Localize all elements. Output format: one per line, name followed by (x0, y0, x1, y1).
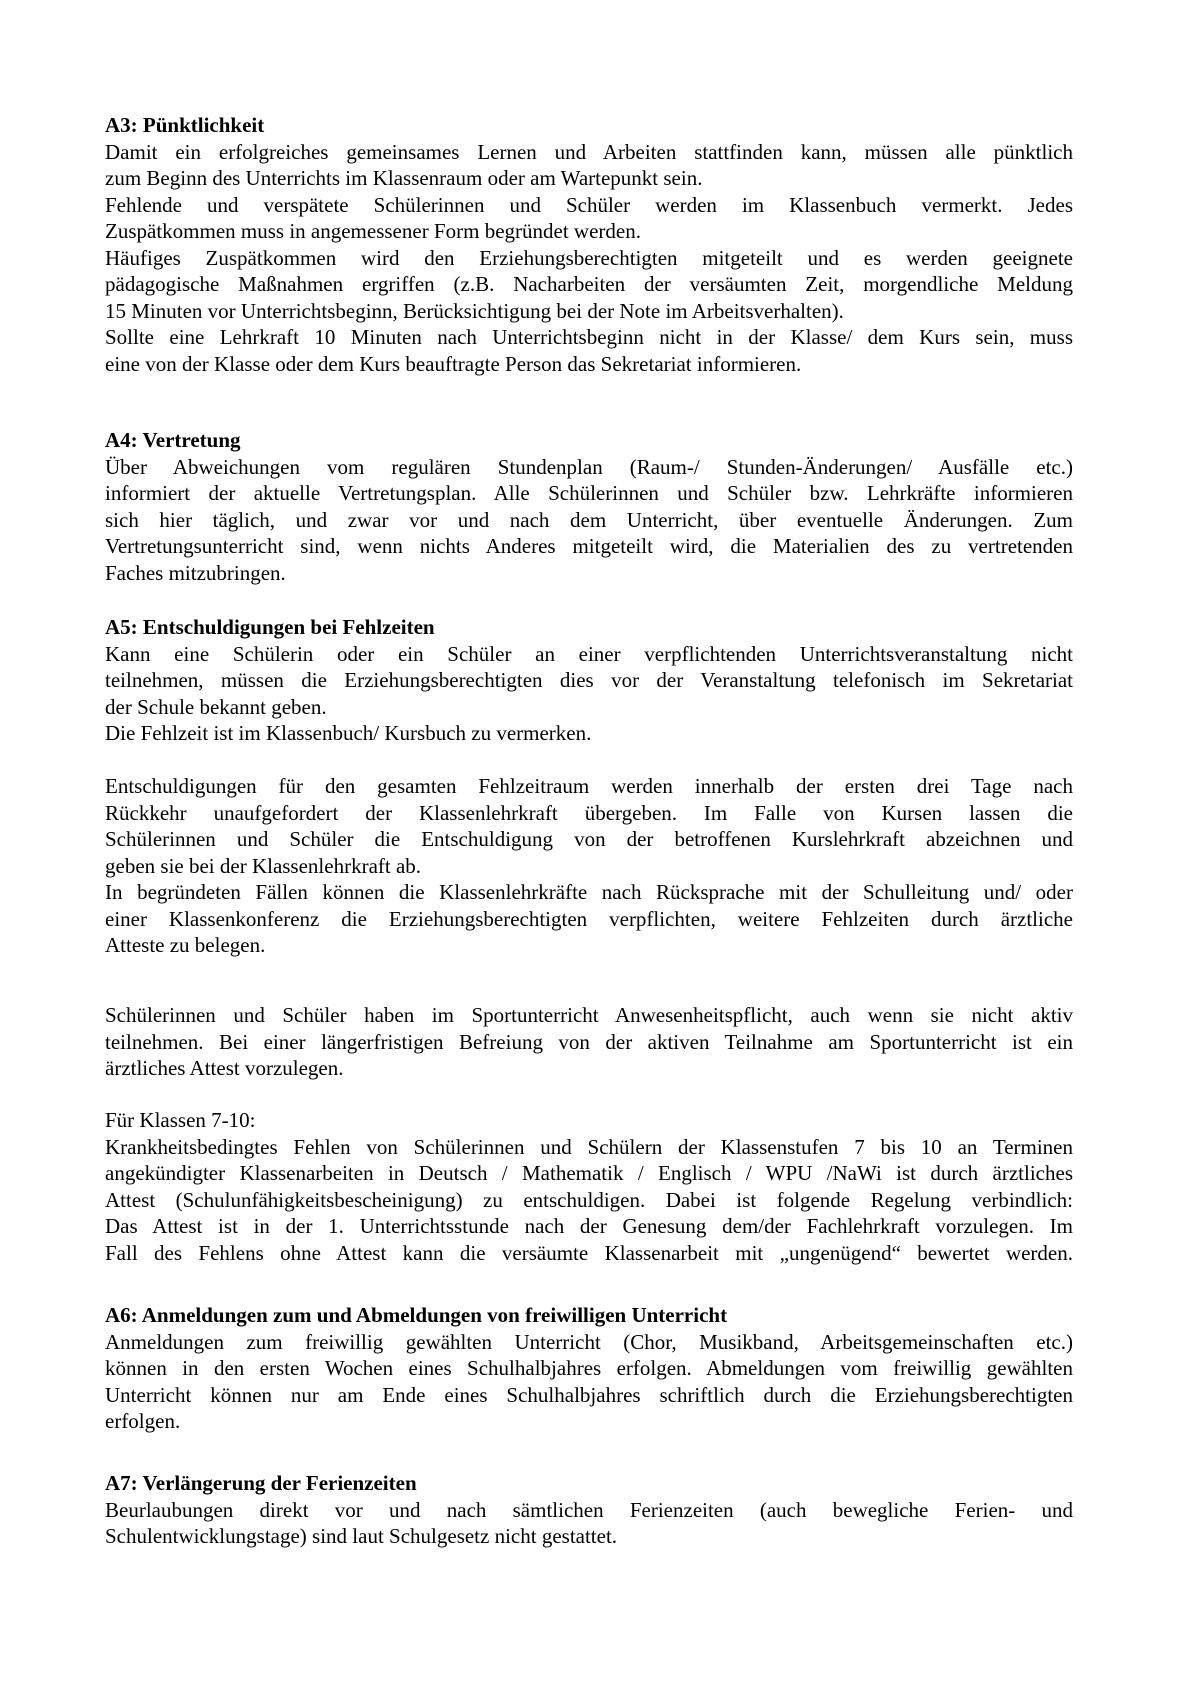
text-line: eine von der Klasse oder dem Kurs beauftragte Person das Sekretariat informieren. (105, 351, 802, 376)
section-heading: A3: Pünktlichkeit (105, 113, 265, 137)
paragraph (105, 454, 1073, 587)
text-line: Schulentwicklungstage) sind laut Schulgesetz nicht gestattet. (105, 1524, 618, 1548)
paragraph (105, 192, 1073, 245)
text-line: teilnehmen, müssen die Erziehungsberechtigten dies vor der Veranstaltung telefonisch im Sekretariat (105, 668, 1073, 692)
section-heading: A7: Verlängerung der Ferienzeiten (105, 1471, 417, 1495)
text-line: angekündigter Klassenarbeiten in Deutsch / Mathematik / Englisch / WPU /NaWi ist durch ärztliches (105, 1161, 1073, 1185)
text-line: In begründeten Fällen können die Klassenlehrkräfte nach Rücksprache mit der Schulleitung und/ oder (105, 880, 1073, 904)
section-heading: A4: Vertretung (105, 428, 241, 452)
paragraph (105, 1002, 1073, 1082)
section-heading: A5: Entschuldigungen bei Fehlzeiten (105, 615, 435, 639)
section-heading: A6: Anmeldungen zum und Abmeldungen von freiwilligen Unterricht (105, 1303, 728, 1327)
text-line: Sollte eine Lehrkraft 10 Minuten nach Unterrichtsbeginn nicht in der Klasse/ dem Kurs sein, muss (105, 325, 1073, 349)
paragraph (105, 720, 1073, 747)
paragraph (105, 1134, 1073, 1267)
text-line: Entschuldigungen für den gesamten Fehlzeitraum werden innerhalb der ersten drei Tage nach (105, 774, 1073, 798)
paragraph (105, 1107, 1073, 1134)
text-line: Schülerinnen und Schüler die Entschuldigung von der betroffenen Kurslehrkraft abzeichnen und (105, 827, 1073, 851)
text-line: informiert der aktuelle Vertretungsplan. Alle Schülerinnen und Schüler bzw. Lehrkräfte informieren (105, 481, 1073, 505)
text-line: Für Klassen 7-10: (105, 1108, 256, 1132)
text-line: Das Attest ist in der 1. Unterrichtsstunde nach der Genesung dem/der Fachlehrkraft vorzulegen. Im (105, 1214, 1073, 1238)
text-line: Anmeldungen zum freiwillig gewählten Unterricht (Chor, Musikband, Arbeitsgemeinschaften etc.) (105, 1329, 1073, 1354)
paragraph (105, 139, 1073, 192)
text-line: geben sie bei der Klassenlehrkraft ab. (105, 853, 422, 878)
text-line: ärztliches Attest vorzulegen. (105, 1056, 344, 1080)
text-line: Die Fehlzeit ist im Klassenbuch/ Kursbuch zu vermerken. (105, 721, 592, 745)
text-line: Krankheitsbedingtes Fehlen von Schülerinnen und Schülern der Klassenstufen 7 bis 10 an Terminen (105, 1134, 1073, 1159)
text-line: Attest (Schulunfähigkeitsbescheinigung) zu entschuldigen. Dabei ist folgende Regelung verbindlich: (105, 1187, 1073, 1212)
text-line: Kann eine Schülerin oder ein Schüler an einer verpflichtenden Unterrichtsveranstaltung nicht (105, 641, 1073, 666)
paragraph (105, 324, 1073, 377)
text-line: können in den ersten Wochen eines Schulhalbjahres erfolgen. Abmeldungen vom freiwillig gewählten (105, 1356, 1073, 1380)
text-line: Fall des Fehlens ohne Attest kann die versäumte Klassenarbeit mit „ungenügend“ bewertet werden. (105, 1240, 1073, 1265)
text-line: Faches mitzubringen. (105, 560, 286, 585)
text-line: Zuspätkommen muss in angemessener Form begründet werden. (105, 219, 641, 243)
paragraph (105, 1497, 1073, 1550)
text-line: Beurlaubungen direkt vor und nach sämtlichen Ferienzeiten (auch bewegliche Ferien- und (105, 1497, 1073, 1522)
text-line: pädagogische Maßnahmen ergriffen (z.B. Nacharbeiten der versäumten Zeit, morgendliche Meldung (105, 272, 1073, 296)
text-line: Rückkehr unaufgefordert der Klassenlehrkraft übergeben. Im Falle von Kursen lassen die (105, 800, 1073, 825)
text-line: der Schule bekannt geben. (105, 694, 327, 719)
paragraph (105, 641, 1073, 721)
text-line: Häufiges Zuspätkommen wird den Erziehungsberechtigten mitgeteilt und es werden geeignete (105, 245, 1073, 270)
paragraph (105, 1329, 1073, 1435)
text-line: erfolgen. (105, 1409, 181, 1433)
text-line: Fehlende und verspätete Schülerinnen und Schüler werden im Klassenbuch vermerkt. Jedes (105, 192, 1073, 217)
text-line: Schülerinnen und Schüler haben im Sportunterricht Anwesenheitspflicht, auch wenn sie nicht aktiv (105, 1003, 1073, 1027)
text-line: Damit ein erfolgreiches gemeinsames Lernen und Arbeiten stattfinden kann, müssen alle pünktlich (105, 139, 1073, 164)
text-line: einer Klassenkonferenz die Erziehungsberechtigten verpflichten, weitere Fehlzeiten durch ärztliche (105, 906, 1073, 931)
text-line: Über Abweichungen vom regulären Stundenplan (Raum-/ Stunden-Änderungen/ Ausfälle etc.) (105, 454, 1073, 479)
text-line: Atteste zu belegen. (105, 933, 266, 957)
text-line: zum Beginn des Unterrichts im Klassenraum oder am Wartepunkt sein. (105, 166, 703, 190)
paragraph (105, 245, 1073, 325)
text-line: teilnehmen. Bei einer längerfristigen Befreiung von der aktiven Teilnahme am Sportunterricht ist ein (105, 1029, 1073, 1054)
text-line: Unterricht können nur am Ende eines Schulhalbjahres schriftlich durch die Erziehungsberechtigten (105, 1382, 1073, 1407)
text-line: 15 Minuten vor Unterrichtsbeginn, Berücksichtigung bei der Note im Arbeitsverhalten). (105, 298, 844, 323)
paragraph (105, 773, 1073, 879)
paragraph (105, 879, 1073, 959)
text-line: sich hier täglich, und zwar vor und nach dem Unterricht, über eventuelle Änderungen. Zum (105, 507, 1073, 532)
text-line: Vertretungsunterricht sind, wenn nichts Anderes mitgeteilt wird, die Materialien des zu vertretenden (105, 534, 1073, 558)
